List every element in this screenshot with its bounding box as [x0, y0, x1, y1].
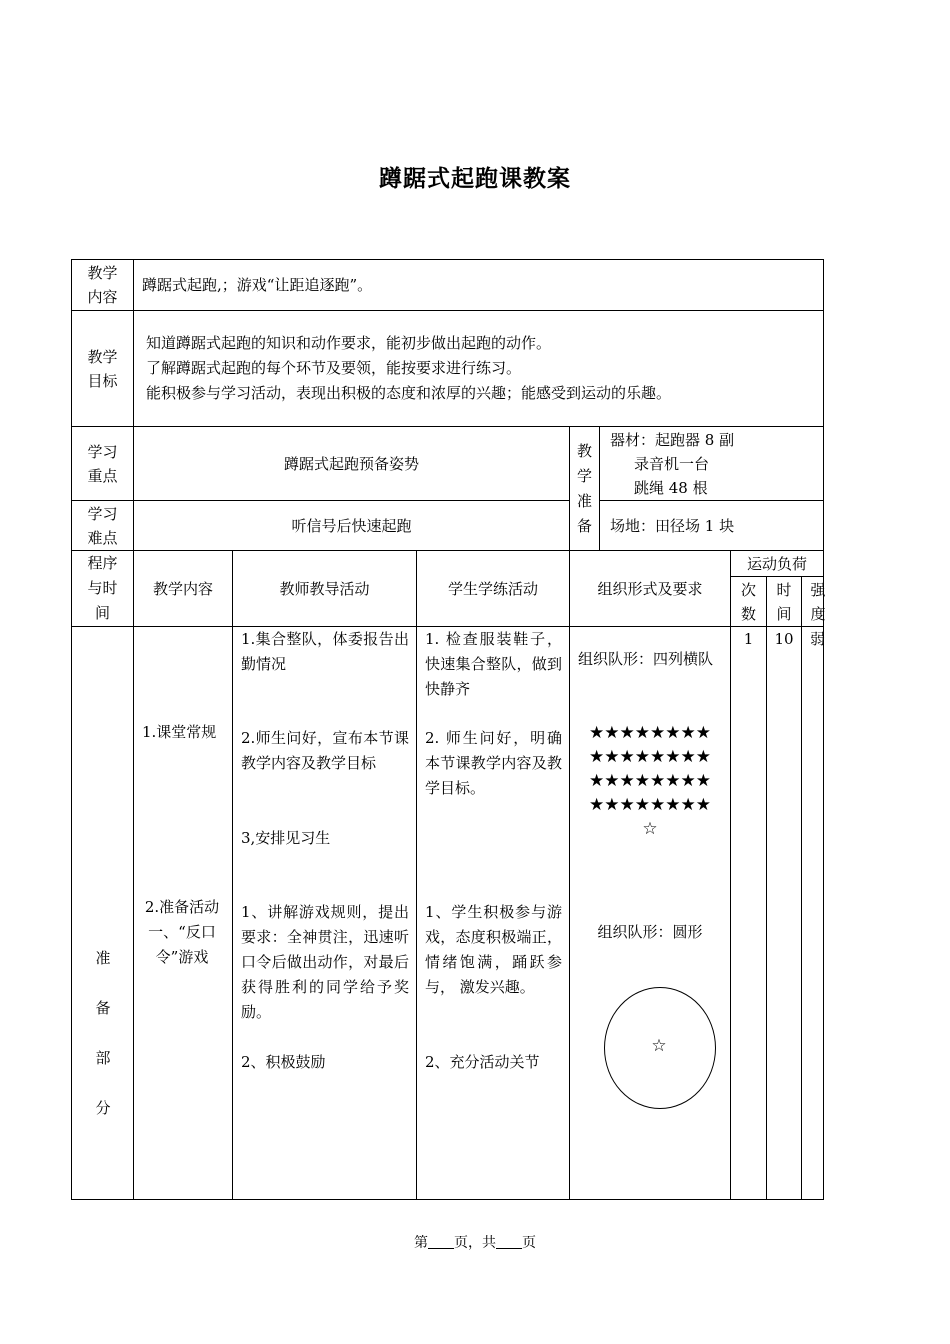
equipment-item: 录音机一台 [634, 454, 710, 473]
content-label-cell [72, 260, 134, 311]
col-header-content: 教学内容 [134, 551, 233, 627]
teacher-cell [233, 627, 417, 1200]
col-header-intensity: 强度 [802, 577, 824, 627]
page-footer [0, 1232, 950, 1252]
prep-label-cell [570, 427, 600, 551]
equipment-item: 跳绳 48 根 [634, 478, 708, 497]
footer-mid: 页，共 [454, 1235, 496, 1251]
key-label-cell [72, 427, 134, 501]
footer-prefix: 第 [414, 1235, 428, 1251]
star-formation [574, 721, 726, 841]
student-item: 1. 检查服装鞋子，快速集合整队，做到快静齐 [425, 630, 562, 698]
goals-label-cell [72, 311, 134, 427]
difficulty-value: 听信号后快速起跑 [291, 516, 412, 535]
count-value: 1 [743, 630, 754, 648]
footer-suffix: 页 [522, 1235, 536, 1251]
key-label: 学习重点 [87, 442, 118, 485]
intensity-value: 弱 [810, 630, 826, 648]
col-header-organization: 组织形式及要求 [570, 551, 731, 627]
content-item: 2.准备活动一、“反口令”游戏 [144, 898, 220, 966]
equipment-cell [600, 427, 824, 501]
col-header-count: 次数 [731, 577, 767, 627]
student-item: 2. 师生问好，明确本节课教学内容及教学目标。 [425, 729, 562, 797]
key-value-cell [134, 427, 570, 501]
circle-star-icon: ☆ [651, 1036, 667, 1056]
difficulty-label-cell [72, 501, 134, 551]
goals-label: 教学目标 [87, 347, 118, 390]
page-title: 蹲踞式起跑课教案 [379, 165, 571, 192]
intensity-cell [802, 627, 824, 1200]
student-item: 2、充分活动关节 [425, 1053, 540, 1071]
content-value-cell [134, 260, 824, 311]
count-cell [731, 627, 767, 1200]
content-label: 教学内容 [87, 264, 118, 306]
col-header-student: 学生学练活动 [417, 551, 570, 627]
content-item: 1.课堂常规 [142, 723, 217, 741]
teacher-item: 2.师生问好，宣布本节课教学内容及教学目标 [241, 729, 409, 772]
time-cell [767, 627, 802, 1200]
teacher-item: 3,安排见习生 [241, 829, 331, 847]
content-value: 蹲踞式起跑,；游戏“让距追逐跑”。 [142, 276, 373, 294]
col-header-time: 时间 [767, 577, 802, 627]
teacher-item: 2、积极鼓励 [241, 1053, 326, 1071]
venue-value: 场地：田径场 1 块 [610, 516, 735, 535]
student-item: 1、学生积极参与游戏，态度积极端正，情绪饱满，踊跃参与， 激发兴趣。 [425, 903, 562, 996]
goal-item: 知道蹲踞式起跑的知识和动作要求，能初步做出起跑的动作。 [146, 334, 552, 352]
star-row: ★★★★★★★★ [589, 723, 711, 743]
teacher-item: 1、讲解游戏规则，提出要求：全神贯注，迅速听口令后做出动作，对最后获得胜利的同学给予奖励。 [241, 903, 409, 1021]
student-cell [417, 627, 570, 1200]
prep-label: 教学准备 [576, 441, 592, 535]
difficulty-value-cell [134, 501, 570, 551]
col-header-load: 运动负荷 [731, 551, 824, 577]
star-row: ★★★★★★★★ [589, 771, 711, 791]
difficulty-label: 学习难点 [87, 504, 118, 547]
teacher-star-icon: ☆ [642, 819, 658, 839]
goals-cell [134, 311, 824, 427]
page-number-blank [428, 1234, 454, 1249]
formation-2: 组织队形：圆形 [597, 923, 703, 941]
col-header-stage: 程序与时间 [72, 551, 134, 627]
stage-label: 准备部分 [95, 949, 111, 1117]
lesson-plan-table [71, 259, 824, 1200]
time-value: 10 [774, 630, 794, 648]
organization-cell [570, 627, 731, 1200]
content-cell [134, 627, 233, 1200]
goal-item: 了解蹲踞式起跑的每个环节及要领，能按要求进行练习。 [146, 359, 522, 377]
col-header-teacher: 教师教导活动 [233, 551, 417, 627]
equipment-item: 器材：起跑器 8 副 [610, 430, 735, 449]
page-total-blank [496, 1234, 522, 1249]
star-row: ★★★★★★★★ [589, 795, 711, 815]
key-value: 蹲踞式起跑预备姿势 [283, 454, 419, 473]
stage-cell [72, 627, 134, 1200]
formation-1: 组织队形：四列横队 [578, 650, 714, 668]
goal-item: 能积极参与学习活动，表现出积极的态度和浓厚的兴趣；能感受到运动的乐趣。 [146, 384, 672, 402]
star-row: ★★★★★★★★ [589, 747, 711, 767]
teacher-item: 1.集合整队，体委报告出勤情况 [241, 630, 409, 673]
venue-cell [600, 501, 824, 551]
